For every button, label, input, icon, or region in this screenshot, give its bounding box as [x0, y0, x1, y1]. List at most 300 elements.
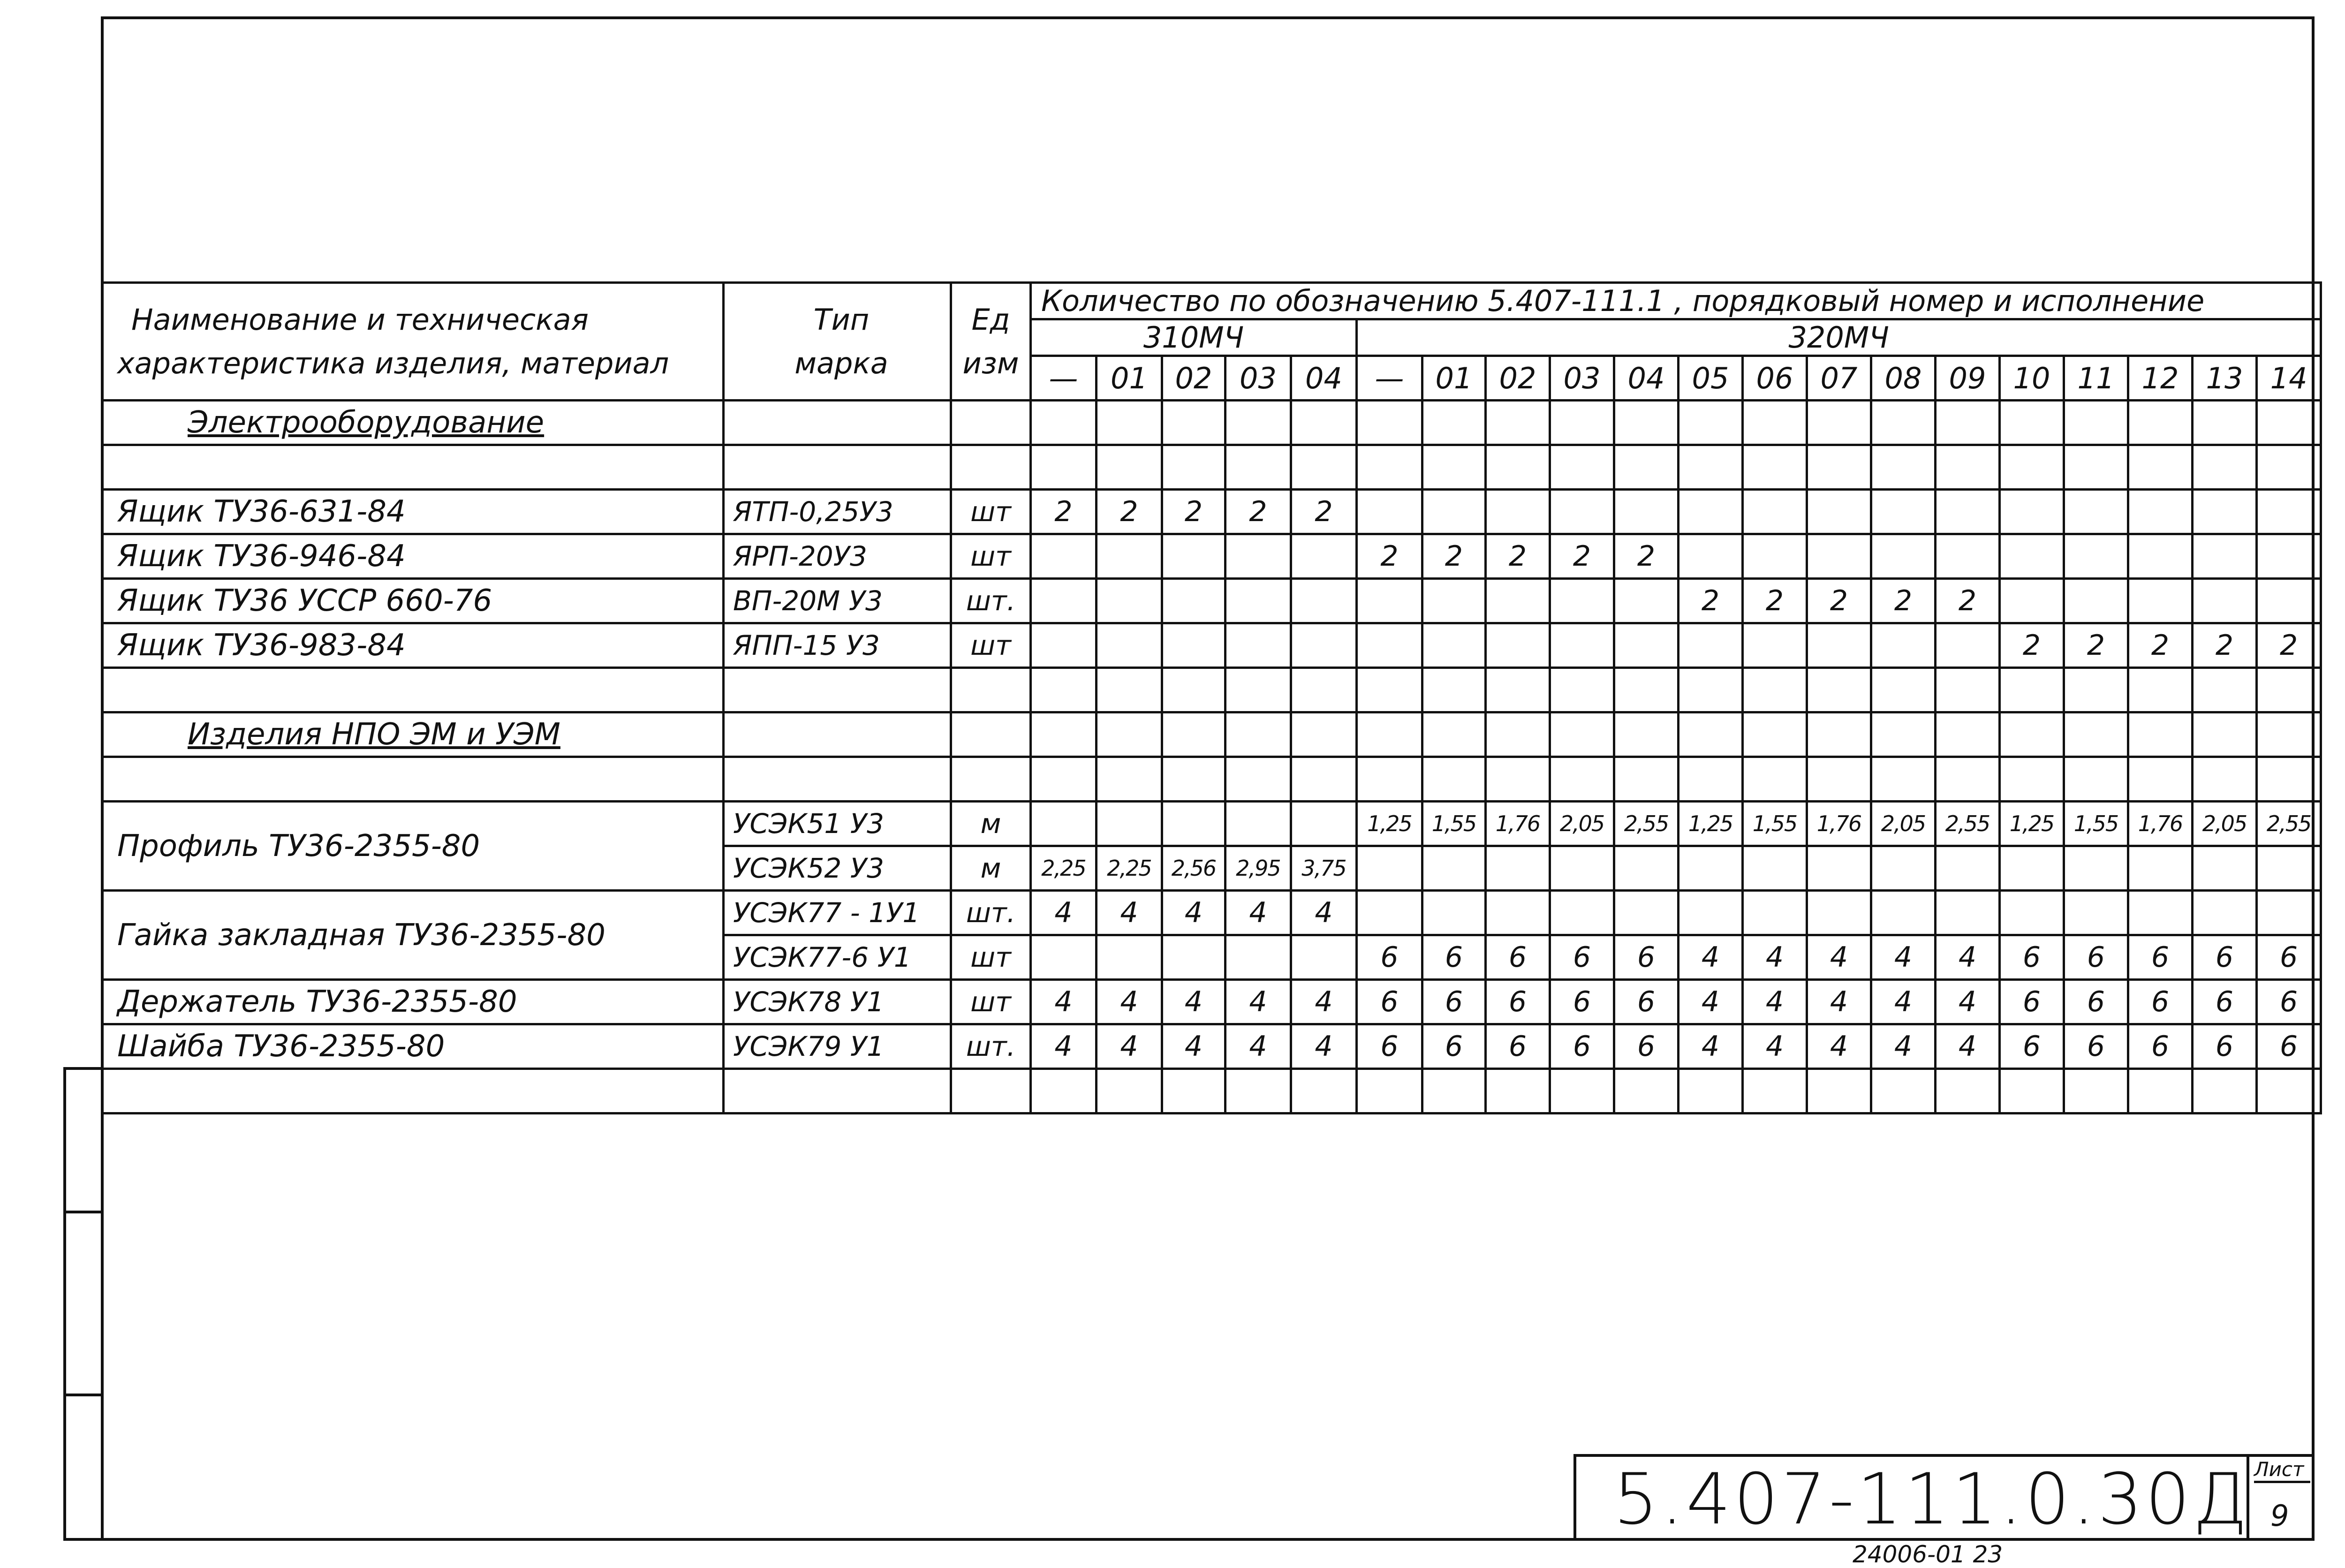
- empty-cell: [2064, 401, 2128, 445]
- quantity-cell: [1162, 935, 1225, 980]
- quantity-cell: 4: [1162, 1024, 1225, 1069]
- sub-header: 02: [1162, 356, 1225, 401]
- empty-cell: [1679, 445, 1743, 490]
- empty-cell: [1291, 401, 1357, 445]
- empty-cell: [1097, 401, 1162, 445]
- empty-cell: [1807, 445, 1871, 490]
- quantity-cell: [1614, 490, 1679, 534]
- quantity-cell: 2: [2128, 623, 2193, 668]
- empty-cell: [1807, 757, 1871, 802]
- quantity-cell: 4: [1162, 980, 1225, 1024]
- header-unit: Ед изм: [951, 283, 1031, 401]
- empty-cell: [1679, 712, 1743, 757]
- quantity-cell: [1614, 623, 1679, 668]
- sheet-label: Лист: [2254, 1458, 2310, 1483]
- section-title: Изделия НПО ЭМ и УЭМ: [102, 712, 724, 757]
- empty-cell: [1422, 445, 1486, 490]
- quantity-cell: 6: [1422, 980, 1486, 1024]
- quantity-cell: 6: [1486, 980, 1550, 1024]
- empty-cell: [2257, 757, 2321, 802]
- empty-cell: [1162, 445, 1225, 490]
- quantity-cell: 4: [1291, 980, 1357, 1024]
- item-unit: шт: [951, 980, 1031, 1024]
- item-unit: м: [951, 802, 1031, 846]
- empty-cell: [1936, 757, 2000, 802]
- empty-cell: [1422, 712, 1486, 757]
- empty-cell: [724, 401, 951, 445]
- quantity-cell: 4: [1679, 935, 1743, 980]
- quantity-cell: 4: [1097, 980, 1162, 1024]
- empty-cell: [1291, 712, 1357, 757]
- quantity-cell: 2: [1486, 534, 1550, 579]
- quantity-cell: [1357, 490, 1422, 534]
- empty-cell: [1357, 757, 1422, 802]
- quantity-cell: 2,25: [1097, 846, 1162, 891]
- empty-cell: [1550, 712, 1614, 757]
- quantity-cell: 6: [2128, 935, 2193, 980]
- quantity-cell: [1031, 935, 1097, 980]
- empty-cell: [1097, 1069, 1162, 1114]
- quantity-cell: [1422, 891, 1486, 935]
- quantity-cell: 4: [1743, 1024, 1807, 1069]
- sub-header: 04: [1614, 356, 1679, 401]
- quantity-cell: [2000, 490, 2064, 534]
- quantity-cell: [1550, 490, 1614, 534]
- quantity-cell: 2: [1031, 490, 1097, 534]
- item-type: УСЭК52 У3: [724, 846, 951, 891]
- empty-cell: [2000, 712, 2064, 757]
- sub-header: 06: [1743, 356, 1807, 401]
- empty-cell: [2257, 668, 2321, 712]
- quantity-cell: 6: [1614, 935, 1679, 980]
- empty-cell: [1357, 401, 1422, 445]
- item-type: ЯРП-20У3: [724, 534, 951, 579]
- quantity-cell: [1807, 490, 1871, 534]
- quantity-cell: [1614, 579, 1679, 623]
- empty-cell: [1422, 757, 1486, 802]
- quantity-cell: [2000, 534, 2064, 579]
- sub-header: 09: [1936, 356, 2000, 401]
- quantity-cell: [1614, 891, 1679, 935]
- quantity-cell: 4: [1871, 935, 1936, 980]
- quantity-cell: 6: [2193, 935, 2257, 980]
- quantity-cell: [1097, 935, 1162, 980]
- quantity-cell: 4: [1743, 980, 1807, 1024]
- quantity-cell: 2: [1357, 534, 1422, 579]
- empty-cell: [1871, 445, 1936, 490]
- empty-cell: [102, 445, 724, 490]
- quantity-cell: [1871, 534, 1936, 579]
- quantity-cell: [1614, 846, 1679, 891]
- empty-cell: [1031, 401, 1097, 445]
- quantity-cell: [1357, 846, 1422, 891]
- sub-header: 01: [1422, 356, 1486, 401]
- quantity-cell: 6: [1357, 935, 1422, 980]
- quantity-cell: 2: [1614, 534, 1679, 579]
- quantity-cell: [1097, 579, 1162, 623]
- quantity-cell: [2257, 846, 2321, 891]
- empty-cell: [2064, 757, 2128, 802]
- empty-cell: [2064, 712, 2128, 757]
- empty-cell: [1162, 757, 1225, 802]
- quantity-cell: 6: [1550, 935, 1614, 980]
- quantity-cell: 4: [1162, 891, 1225, 935]
- empty-cell: [1936, 668, 2000, 712]
- quantity-cell: 2: [1936, 579, 2000, 623]
- quantity-cell: 2: [1422, 534, 1486, 579]
- empty-cell: [1743, 401, 1807, 445]
- quantity-cell: 6: [2064, 980, 2128, 1024]
- empty-cell: [1225, 401, 1291, 445]
- item-unit: м: [951, 846, 1031, 891]
- empty-cell: [1743, 445, 1807, 490]
- quantity-cell: 4: [1291, 1024, 1357, 1069]
- empty-cell: [1614, 1069, 1679, 1114]
- quantity-cell: 4: [1679, 1024, 1743, 1069]
- quantity-cell: [2257, 891, 2321, 935]
- empty-cell: [1550, 445, 1614, 490]
- quantity-cell: [1550, 891, 1614, 935]
- quantity-cell: [2000, 579, 2064, 623]
- empty-cell: [951, 401, 1031, 445]
- quantity-cell: [2000, 891, 2064, 935]
- quantity-cell: 3,75: [1291, 846, 1357, 891]
- item-type: УСЭК51 У3: [724, 802, 951, 846]
- quantity-cell: [1225, 579, 1291, 623]
- empty-cell: [1743, 712, 1807, 757]
- quantity-cell: 4: [1871, 1024, 1936, 1069]
- sub-header: 07: [1807, 356, 1871, 401]
- quantity-cell: 2: [1807, 579, 1871, 623]
- quantity-cell: 4: [1225, 891, 1291, 935]
- quantity-cell: 2: [1162, 490, 1225, 534]
- quantity-cell: 6: [1486, 935, 1550, 980]
- empty-cell: [1357, 445, 1422, 490]
- sub-header: 05: [1679, 356, 1743, 401]
- quantity-cell: 2: [1225, 490, 1291, 534]
- empty-cell: [1550, 1069, 1614, 1114]
- empty-cell: [951, 712, 1031, 757]
- item-name: Шайба ТУ36-2355-80: [102, 1024, 724, 1069]
- quantity-cell: [1357, 623, 1422, 668]
- quantity-cell: [1743, 623, 1807, 668]
- quantity-cell: 4: [1097, 891, 1162, 935]
- empty-cell: [951, 668, 1031, 712]
- empty-cell: [102, 668, 724, 712]
- empty-cell: [1486, 401, 1550, 445]
- quantity-cell: [1291, 935, 1357, 980]
- item-type: УСЭК77-6 У1: [724, 935, 951, 980]
- sub-header: 12: [2128, 356, 2193, 401]
- empty-cell: [1936, 1069, 2000, 1114]
- quantity-cell: [1679, 490, 1743, 534]
- item-type: ВП-20М У3: [724, 579, 951, 623]
- empty-cell: [1486, 668, 1550, 712]
- empty-cell: [1225, 445, 1291, 490]
- quantity-cell: 1,76: [1486, 802, 1550, 846]
- quantity-cell: [1936, 534, 2000, 579]
- sub-header: 03: [1550, 356, 1614, 401]
- empty-cell: [1614, 712, 1679, 757]
- quantity-cell: 1,76: [2128, 802, 2193, 846]
- quantity-cell: [2128, 891, 2193, 935]
- quantity-cell: [2193, 534, 2257, 579]
- empty-cell: [1679, 1069, 1743, 1114]
- empty-cell: [2193, 401, 2257, 445]
- empty-cell: [1162, 712, 1225, 757]
- item-unit: шт.: [951, 1024, 1031, 1069]
- empty-cell: [1357, 712, 1422, 757]
- empty-cell: [1097, 712, 1162, 757]
- quantity-cell: [1291, 579, 1357, 623]
- empty-cell: [1550, 401, 1614, 445]
- quantity-cell: [1486, 846, 1550, 891]
- empty-cell: [951, 445, 1031, 490]
- header-quantity-title: Количество по обозначению 5.407-111.1 , порядковый номер и исполнение: [1031, 283, 2321, 319]
- empty-cell: [1871, 668, 1936, 712]
- empty-cell: [1679, 401, 1743, 445]
- quantity-cell: 1,25: [1679, 802, 1743, 846]
- document-code: 5.407-111.0.30Д: [1613, 1459, 2250, 1540]
- quantity-cell: 6: [1614, 980, 1679, 1024]
- empty-cell: [1807, 668, 1871, 712]
- empty-cell: [2000, 1069, 2064, 1114]
- quantity-cell: 4: [1807, 935, 1871, 980]
- empty-cell: [2000, 401, 2064, 445]
- quantity-cell: [1807, 891, 1871, 935]
- item-type: ЯПП-15 У3: [724, 623, 951, 668]
- quantity-cell: 6: [2257, 980, 2321, 1024]
- empty-cell: [2128, 757, 2193, 802]
- section-title: Электрооборудование: [102, 401, 724, 445]
- quantity-cell: 6: [2193, 980, 2257, 1024]
- quantity-cell: 6: [2128, 1024, 2193, 1069]
- quantity-cell: 6: [2128, 980, 2193, 1024]
- quantity-cell: [1097, 802, 1162, 846]
- quantity-cell: 2: [2193, 623, 2257, 668]
- item-name: Ящик ТУ36-946-84: [102, 534, 724, 579]
- specification-table: [101, 281, 2322, 1114]
- quantity-cell: [1936, 623, 2000, 668]
- quantity-cell: 1,55: [1743, 802, 1807, 846]
- item-name: Держатель ТУ36-2355-80: [102, 980, 724, 1024]
- quantity-cell: [1679, 534, 1743, 579]
- item-name: Ящик ТУ36 УССР 660-76: [102, 579, 724, 623]
- empty-cell: [1357, 668, 1422, 712]
- quantity-cell: 2,56: [1162, 846, 1225, 891]
- quantity-cell: [1936, 846, 2000, 891]
- quantity-cell: [1807, 846, 1871, 891]
- empty-cell: [1486, 445, 1550, 490]
- empty-cell: [2000, 445, 2064, 490]
- item-name: Ящик ТУ36-631-84: [102, 490, 724, 534]
- quantity-cell: [1679, 623, 1743, 668]
- quantity-cell: [1743, 891, 1807, 935]
- header-name: Наименование и техническая характеристика изделия, материал: [102, 283, 724, 401]
- quantity-cell: [1031, 579, 1097, 623]
- quantity-cell: [2128, 534, 2193, 579]
- quantity-cell: [2064, 891, 2128, 935]
- quantity-cell: 1,76: [1807, 802, 1871, 846]
- quantity-cell: [1936, 490, 2000, 534]
- empty-cell: [1031, 712, 1097, 757]
- empty-cell: [1743, 1069, 1807, 1114]
- empty-cell: [1031, 668, 1097, 712]
- quantity-cell: 2: [1550, 534, 1614, 579]
- header-group-320: 320МЧ: [1357, 319, 2321, 356]
- quantity-cell: 2: [1743, 579, 1807, 623]
- sub-header: 14: [2257, 356, 2321, 401]
- empty-cell: [2193, 757, 2257, 802]
- quantity-cell: 4: [1871, 980, 1936, 1024]
- empty-cell: [1031, 1069, 1097, 1114]
- empty-cell: [2128, 1069, 2193, 1114]
- empty-cell: [1614, 445, 1679, 490]
- empty-cell: [2193, 445, 2257, 490]
- quantity-cell: 2: [1291, 490, 1357, 534]
- quantity-cell: [2128, 579, 2193, 623]
- quantity-cell: [1225, 935, 1291, 980]
- header-type: Тип марка: [724, 283, 951, 401]
- empty-cell: [102, 757, 724, 802]
- empty-cell: [2128, 712, 2193, 757]
- empty-cell: [1422, 668, 1486, 712]
- item-unit: шт: [951, 623, 1031, 668]
- quantity-cell: [2193, 846, 2257, 891]
- quantity-cell: 6: [2257, 1024, 2321, 1069]
- quantity-cell: [1486, 490, 1550, 534]
- empty-cell: [1225, 1069, 1291, 1114]
- quantity-cell: 6: [2257, 935, 2321, 980]
- quantity-cell: [1291, 623, 1357, 668]
- empty-cell: [2257, 1069, 2321, 1114]
- quantity-cell: [2193, 490, 2257, 534]
- empty-cell: [1422, 1069, 1486, 1114]
- sub-header: 04: [1291, 356, 1357, 401]
- empty-cell: [2257, 445, 2321, 490]
- quantity-cell: [1097, 534, 1162, 579]
- sub-header: 02: [1486, 356, 1550, 401]
- empty-cell: [1936, 401, 2000, 445]
- empty-cell: [1162, 401, 1225, 445]
- quantity-cell: [1225, 623, 1291, 668]
- item-name: Ящик ТУ36-983-84: [102, 623, 724, 668]
- quantity-cell: [1357, 579, 1422, 623]
- quantity-cell: 6: [1614, 1024, 1679, 1069]
- quantity-cell: 4: [1097, 1024, 1162, 1069]
- quantity-cell: [2193, 891, 2257, 935]
- quantity-cell: 2,05: [1550, 802, 1614, 846]
- quantity-cell: [1031, 623, 1097, 668]
- empty-cell: [2257, 712, 2321, 757]
- empty-cell: [2128, 668, 2193, 712]
- empty-cell: [1550, 757, 1614, 802]
- empty-cell: [724, 668, 951, 712]
- quantity-cell: 6: [2000, 1024, 2064, 1069]
- empty-cell: [951, 757, 1031, 802]
- quantity-cell: 6: [2000, 980, 2064, 1024]
- quantity-cell: [1871, 891, 1936, 935]
- quantity-cell: 2,55: [2257, 802, 2321, 846]
- sub-header: 10: [2000, 356, 2064, 401]
- empty-cell: [724, 1069, 951, 1114]
- quantity-cell: 2: [2000, 623, 2064, 668]
- empty-cell: [1162, 668, 1225, 712]
- quantity-cell: [2257, 490, 2321, 534]
- empty-cell: [2193, 712, 2257, 757]
- quantity-cell: [2064, 490, 2128, 534]
- quantity-cell: [1225, 534, 1291, 579]
- quantity-cell: [1486, 891, 1550, 935]
- quantity-cell: 2,05: [2193, 802, 2257, 846]
- empty-cell: [1743, 757, 1807, 802]
- empty-cell: [1357, 1069, 1422, 1114]
- empty-cell: [2064, 445, 2128, 490]
- quantity-cell: 4: [1031, 891, 1097, 935]
- item-unit: шт: [951, 935, 1031, 980]
- quantity-cell: 6: [2064, 1024, 2128, 1069]
- empty-cell: [1097, 668, 1162, 712]
- empty-cell: [724, 757, 951, 802]
- quantity-cell: [1679, 846, 1743, 891]
- quantity-cell: 2: [2064, 623, 2128, 668]
- quantity-cell: 6: [1422, 1024, 1486, 1069]
- quantity-cell: [1031, 534, 1097, 579]
- quantity-cell: 2: [1097, 490, 1162, 534]
- quantity-cell: 2: [1679, 579, 1743, 623]
- quantity-cell: 4: [1291, 891, 1357, 935]
- quantity-cell: [1291, 534, 1357, 579]
- quantity-cell: [1162, 579, 1225, 623]
- quantity-cell: 4: [1743, 935, 1807, 980]
- quantity-cell: [1422, 579, 1486, 623]
- empty-cell: [1614, 757, 1679, 802]
- quantity-cell: 4: [1936, 980, 2000, 1024]
- quantity-cell: 2: [1871, 579, 1936, 623]
- empty-cell: [102, 1069, 724, 1114]
- empty-cell: [1679, 668, 1743, 712]
- item-name: Профиль ТУ36-2355-80: [102, 802, 724, 891]
- item-unit: шт.: [951, 891, 1031, 935]
- empty-cell: [724, 712, 951, 757]
- quantity-cell: 1,55: [1422, 802, 1486, 846]
- quantity-cell: 6: [1357, 980, 1422, 1024]
- quantity-cell: 2: [2257, 623, 2321, 668]
- sheet-box: [2247, 1454, 2315, 1541]
- quantity-cell: [1550, 579, 1614, 623]
- quantity-cell: [2257, 534, 2321, 579]
- empty-cell: [1225, 757, 1291, 802]
- empty-cell: [2000, 757, 2064, 802]
- quantity-cell: [2000, 846, 2064, 891]
- quantity-cell: 4: [1679, 980, 1743, 1024]
- binding-strip: [63, 1067, 101, 1541]
- empty-cell: [1807, 1069, 1871, 1114]
- empty-cell: [1871, 1069, 1936, 1114]
- quantity-cell: [1486, 579, 1550, 623]
- empty-cell: [2257, 401, 2321, 445]
- quantity-cell: 4: [1807, 980, 1871, 1024]
- quantity-cell: [2064, 846, 2128, 891]
- quantity-cell: 4: [1936, 935, 2000, 980]
- item-type: ЯТП-0,25У3: [724, 490, 951, 534]
- quantity-cell: [1291, 802, 1357, 846]
- quantity-cell: [1162, 534, 1225, 579]
- sub-header: 01: [1097, 356, 1162, 401]
- quantity-cell: [2128, 490, 2193, 534]
- item-unit: шт.: [951, 579, 1031, 623]
- sub-header: —: [1031, 356, 1097, 401]
